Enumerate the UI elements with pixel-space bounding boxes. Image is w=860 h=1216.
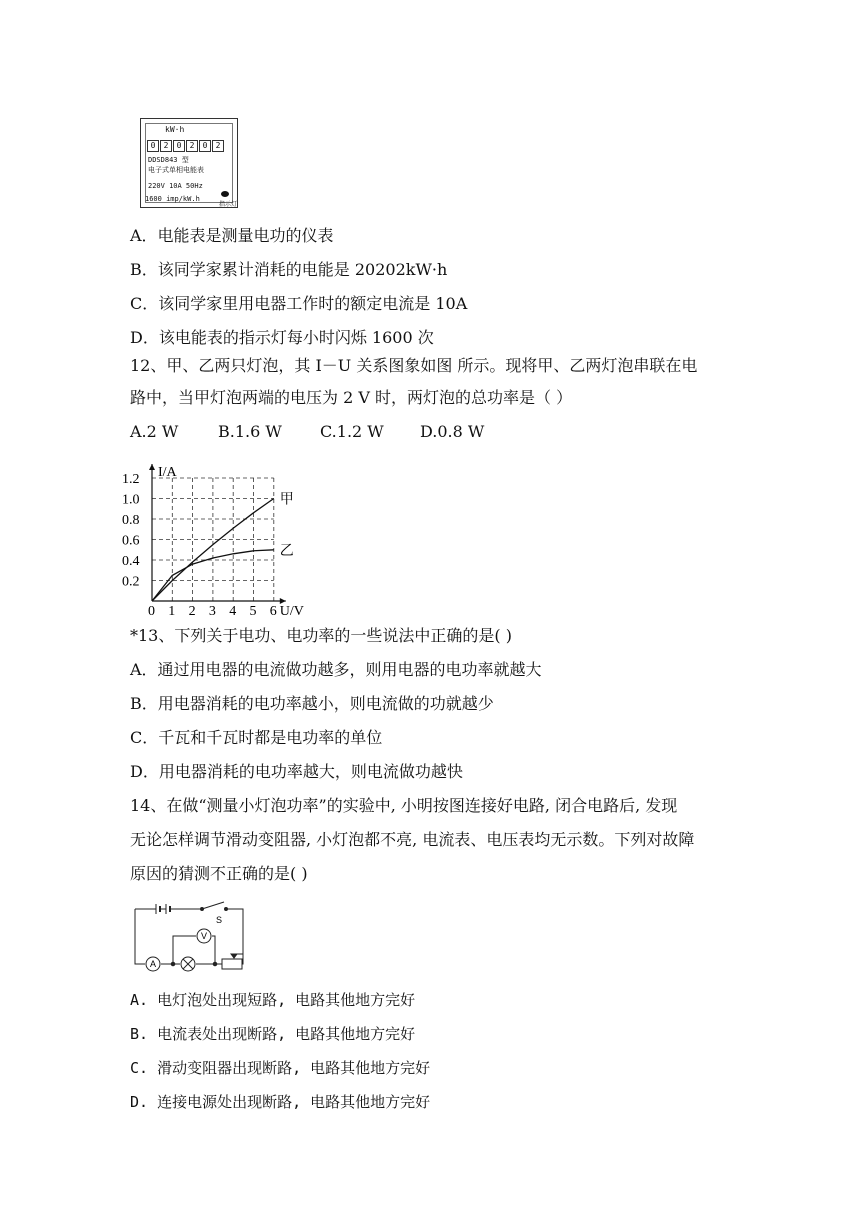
junction-dot bbox=[213, 962, 217, 966]
q12-stem-line1: 12、甲、乙两只灯泡，其 I－U 关系图象如图 所示。现将甲、乙两灯泡串联在电 bbox=[130, 356, 698, 375]
y-axis-label: I/A bbox=[158, 465, 177, 480]
meter-lamp-label: 指示灯 bbox=[219, 201, 238, 208]
x-tick-label: 3 bbox=[208, 604, 216, 616]
y-axis-arrow-icon bbox=[149, 464, 155, 470]
meter-name: 电子式单相电能表 bbox=[148, 166, 204, 174]
switch-icon bbox=[201, 902, 229, 911]
voltmeter-label: V bbox=[201, 931, 208, 941]
q13-option-b: B．用电器消耗的电功率越小，则电流做的功就越少 bbox=[130, 694, 494, 713]
x-tick-label: 2 bbox=[188, 604, 196, 616]
meter-specs: 220V 10A 50Hz bbox=[148, 182, 203, 190]
meter-imp: 1600 imp/kW.h bbox=[145, 195, 200, 203]
y-tick-label: 0.2 bbox=[122, 574, 140, 590]
q14-option-d: D. 连接电源处出现断路, 电路其他地方完好 bbox=[130, 1093, 431, 1111]
meter-digit: 2 bbox=[186, 140, 198, 152]
q12-option-d: D.0.8 W bbox=[420, 422, 485, 441]
x-tick-label: 4 bbox=[229, 604, 237, 616]
lamp-icon bbox=[181, 957, 195, 971]
y-tick-label: 1.2 bbox=[122, 472, 140, 487]
q14-option-c: C. 滑动变阻器出现断路, 电路其他地方完好 bbox=[130, 1059, 431, 1077]
indicator-lamp-icon bbox=[221, 191, 229, 197]
y-tick-label: 0.8 bbox=[122, 513, 140, 528]
q14-option-b: B. 电流表处出现断路, 电路其他地方完好 bbox=[130, 1025, 416, 1043]
ammeter-label: A bbox=[150, 959, 157, 969]
q14-stem-line3: 原因的猜测不正确的是( ) bbox=[130, 864, 308, 883]
iu-chart bbox=[120, 446, 320, 616]
rheostat-icon bbox=[222, 959, 242, 969]
q13-option-d: D．用电器消耗的电功率越大，则电流做功越快 bbox=[130, 762, 463, 781]
q12-option-a: A.2 W bbox=[130, 422, 179, 441]
meter-model: DDSD843 型 bbox=[148, 156, 189, 164]
meter-digit: 0 bbox=[199, 140, 211, 152]
rheostat-slider-icon bbox=[231, 954, 237, 958]
y-tick-label: 1.0 bbox=[122, 492, 140, 508]
meter-digit: 2 bbox=[212, 140, 224, 152]
x-tick-label: 1 bbox=[168, 604, 176, 616]
q14-stem-line1: 14、在做“测量小灯泡功率”的实验中, 小明按图连接好电路, 闭合电路后, 发现 bbox=[130, 796, 678, 815]
q12-option-b: B.1.6 W bbox=[218, 422, 282, 441]
q13-stem: *13、下列关于电功、电功率的一些说法中正确的是( ) bbox=[130, 626, 512, 645]
y-tick-label: 0.6 bbox=[122, 533, 140, 549]
q14-option-a: A. 电灯泡处出现短路, 电路其他地方完好 bbox=[130, 991, 416, 1009]
series-label: 甲 bbox=[279, 492, 294, 508]
x-tick-label: 0 bbox=[148, 604, 155, 616]
q12-stem-line2: 路中，当甲灯泡两端的电压为 2 V 时，两灯泡的总功率是（ ） bbox=[130, 388, 573, 407]
series-label: 乙 bbox=[279, 543, 294, 559]
meter-digit: 0 bbox=[173, 140, 185, 152]
junction-dot bbox=[171, 962, 175, 966]
meter-digits bbox=[147, 140, 225, 152]
q13-option-a: A．通过用电器的电流做功越多，则用电器的电功率就越大 bbox=[130, 660, 542, 679]
q11-option-a: A．电能表是测量电功的仪表 bbox=[130, 226, 334, 245]
wire-left bbox=[135, 909, 145, 964]
x-tick-label: 5 bbox=[249, 604, 257, 616]
battery-icon bbox=[156, 904, 174, 914]
electric-meter-image bbox=[140, 118, 238, 208]
q11-option-b: B．该同学家累计消耗的电能是 20202kW·h bbox=[130, 260, 448, 279]
y-tick-label: 0.4 bbox=[122, 554, 140, 569]
x-tick-label: 6 bbox=[269, 604, 277, 616]
q11-option-d: D．该电能表的指示灯每小时闪烁 1600 次 bbox=[130, 328, 434, 347]
q11-option-c: C．该同学家里用电器工作时的额定电流是 10A bbox=[130, 294, 468, 313]
switch-label: S bbox=[216, 915, 223, 925]
circuit-diagram bbox=[130, 896, 250, 972]
meter-digit: 0 bbox=[147, 140, 159, 152]
wire-top bbox=[135, 909, 243, 954]
q14-stem-line2: 无论怎样调节滑动变阻器, 小灯泡都不亮, 电流表、电压表均无示数。下列对故障 bbox=[130, 830, 695, 849]
q13-option-c: C．千瓦和千瓦时都是电功率的单位 bbox=[130, 728, 383, 747]
meter-unit: kW·h bbox=[165, 125, 185, 134]
meter-digit: 2 bbox=[160, 140, 172, 152]
q12-option-c: C.1.2 W bbox=[320, 422, 384, 441]
x-axis-label: U/V bbox=[279, 604, 304, 616]
